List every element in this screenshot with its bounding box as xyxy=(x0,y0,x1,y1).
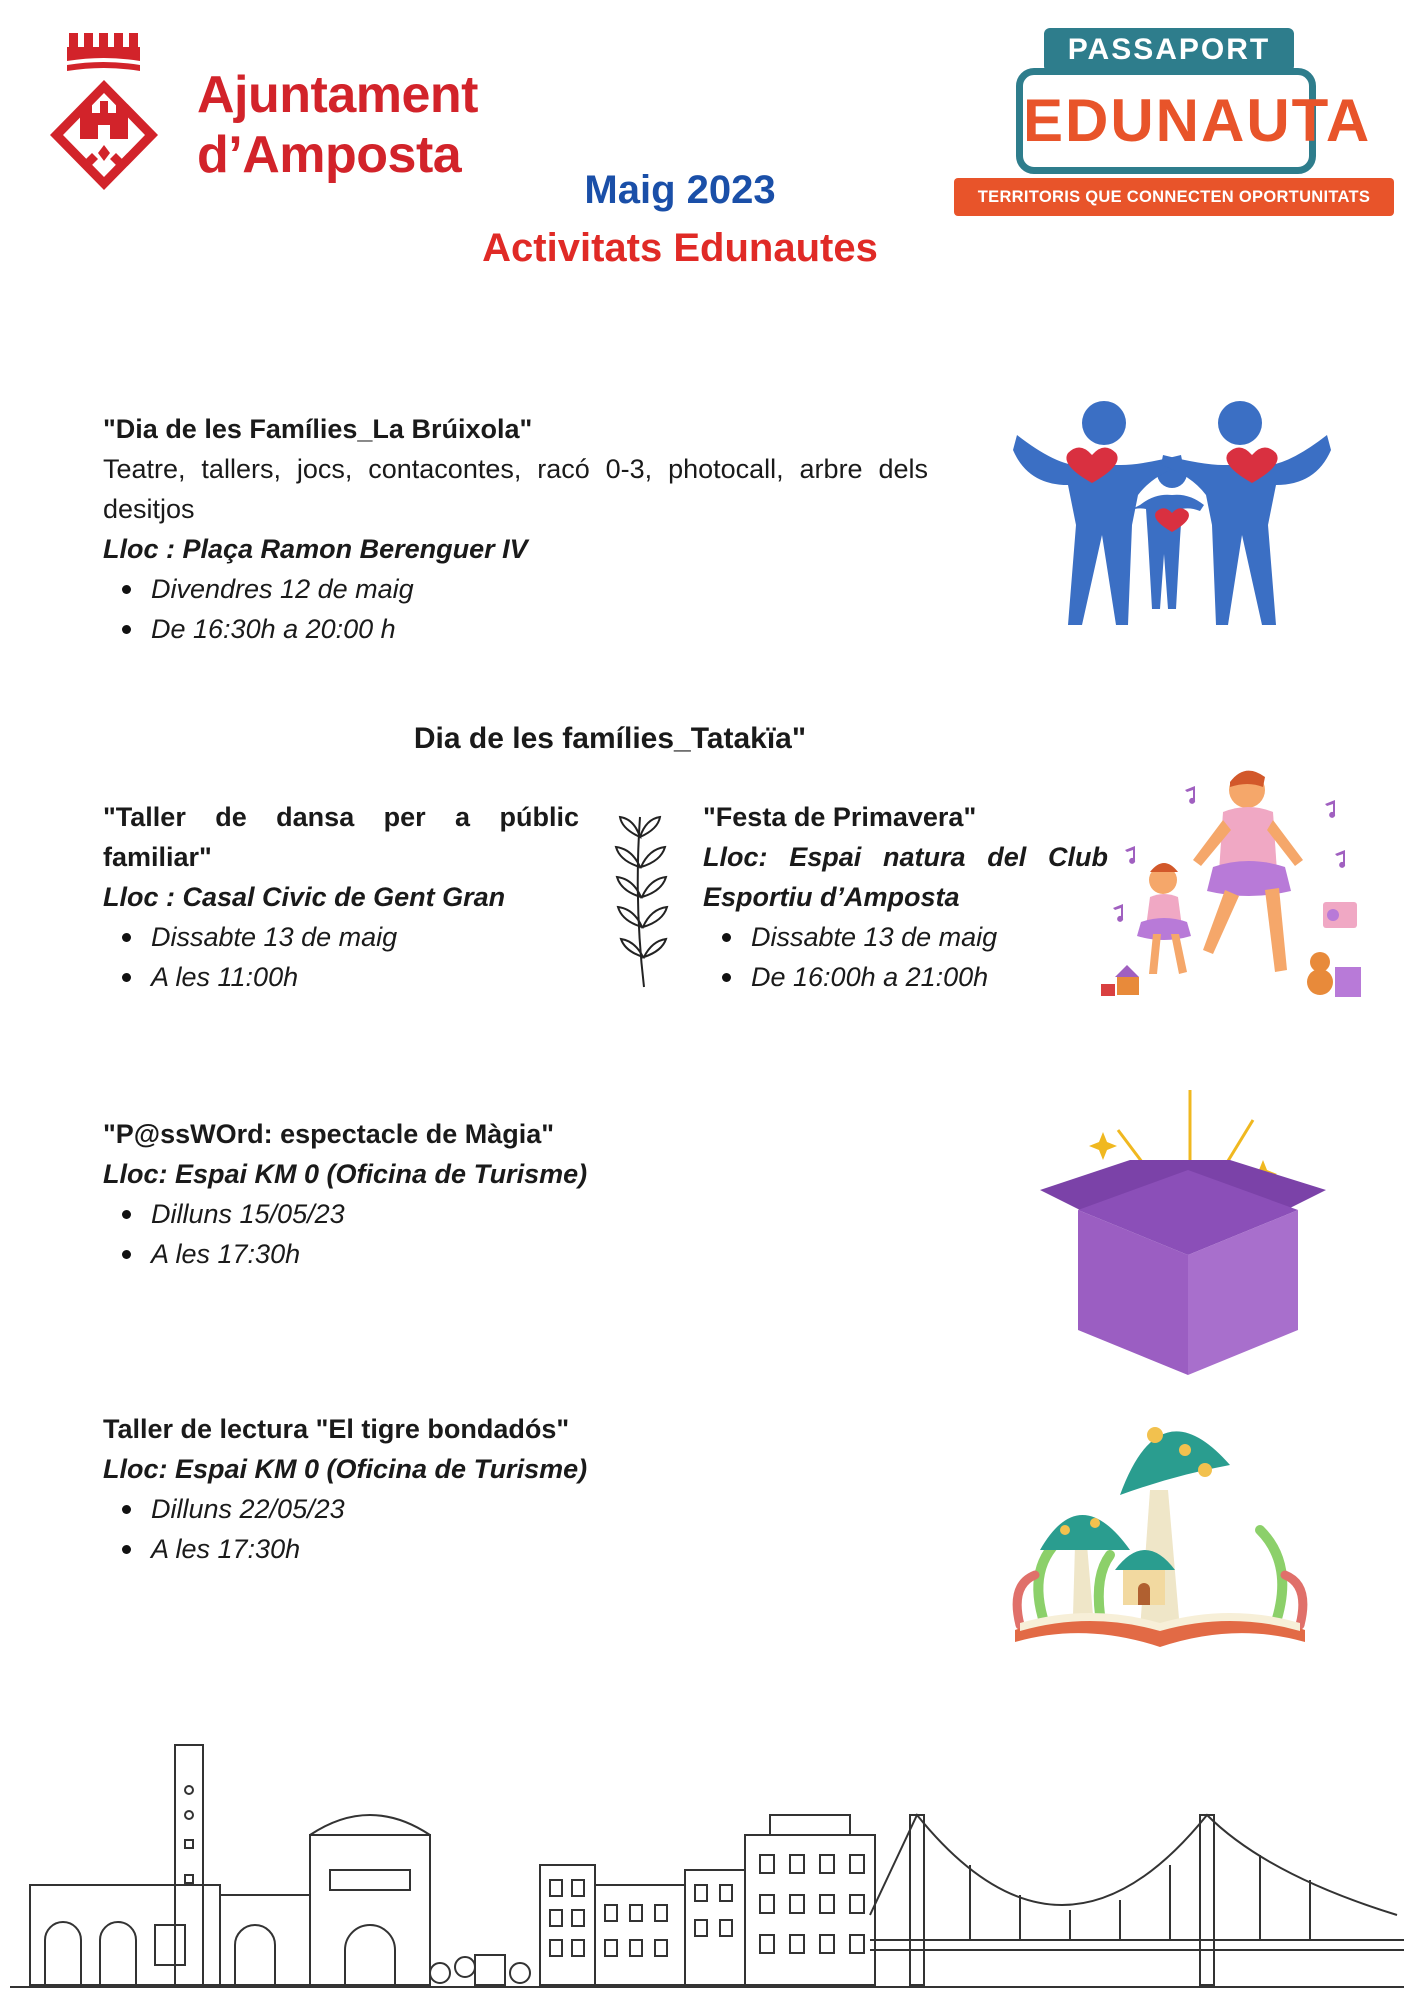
month-title: Maig 2023 xyxy=(584,168,776,212)
event-date: Dilluns 15/05/23 xyxy=(151,1194,803,1234)
event-time: De 16:00h a 21:00h xyxy=(751,957,1108,997)
event-details xyxy=(703,917,1108,997)
dancing-family-icon xyxy=(1095,762,1375,1002)
event-details xyxy=(103,1194,803,1274)
family-icon xyxy=(1012,395,1332,625)
event-place: Lloc : Plaça Ramon Berenguer IV xyxy=(103,534,528,564)
event-taller-lectura xyxy=(103,1409,803,1569)
town-name-line1: Ajuntament xyxy=(197,66,478,124)
event-title: "Dia de les Famílies_La Brúixola" xyxy=(103,414,533,444)
event-details xyxy=(103,1489,803,1569)
event-time: A les 11:00h xyxy=(151,957,579,997)
event-festa-primavera xyxy=(703,797,1108,997)
event-familia-bruixola xyxy=(103,409,928,649)
event-taller-dansa xyxy=(103,797,579,997)
mushroom-book-icon xyxy=(1005,1395,1315,1655)
event-description: Teatre, tallers, jocs, contacontes, racó 0-3, photocall, arbre dels desitjos xyxy=(103,454,928,524)
event-title: "P@ssWOrd: espectacle de Màgia" xyxy=(103,1119,555,1149)
event-date: Dissabte 13 de maig xyxy=(751,917,1108,957)
crown-icon xyxy=(67,33,140,71)
event-time: A les 17:30h xyxy=(151,1529,803,1569)
event-place: Lloc: Espai KM 0 (Oficina de Turisme) xyxy=(103,1454,588,1484)
event-date: Dilluns 22/05/23 xyxy=(151,1489,803,1529)
page-subtitle: Activitats Edunautes xyxy=(482,226,878,270)
event-title: Taller de lectura "El tigre bondadós" xyxy=(103,1414,570,1444)
event-date: Dissabte 13 de maig xyxy=(151,917,579,957)
passport-top-label: PASSAPORT xyxy=(1044,28,1294,72)
event-title: "Taller de dansa per a públic familiar" xyxy=(103,802,579,872)
event-time: De 16:30h a 20:00 h xyxy=(151,609,928,649)
leaf-branch-icon xyxy=(610,812,670,992)
event-date: Divendres 12 de maig xyxy=(151,569,928,609)
event-place: Lloc: Espai natura del Club Esportiu d’Amposta xyxy=(703,842,1108,912)
passport-logo xyxy=(954,28,1394,218)
event-place: Lloc : Casal Civic de Gent Gran xyxy=(103,882,506,912)
event-time: A les 17:30h xyxy=(151,1234,803,1274)
event-place: Lloc: Espai KM 0 (Oficina de Turisme) xyxy=(103,1159,588,1189)
town-name-line2: d’Amposta xyxy=(197,126,462,184)
event-password-magia xyxy=(103,1114,803,1274)
passport-tagline: TERRITORIS QUE CONNECTEN OPORTUNITATS xyxy=(954,178,1394,216)
section-heading-tatakua: Dia de les famílies_Tatakïa" xyxy=(413,722,807,755)
passport-main-label: EDUNAUTA xyxy=(1016,68,1316,174)
city-skyline-icon xyxy=(10,1735,1404,1995)
event-details xyxy=(103,569,928,649)
magic-box-icon xyxy=(1038,1090,1328,1380)
event-details xyxy=(103,917,579,997)
coat-of-arms-icon xyxy=(40,25,170,200)
event-title: "Festa de Primavera" xyxy=(703,802,977,832)
